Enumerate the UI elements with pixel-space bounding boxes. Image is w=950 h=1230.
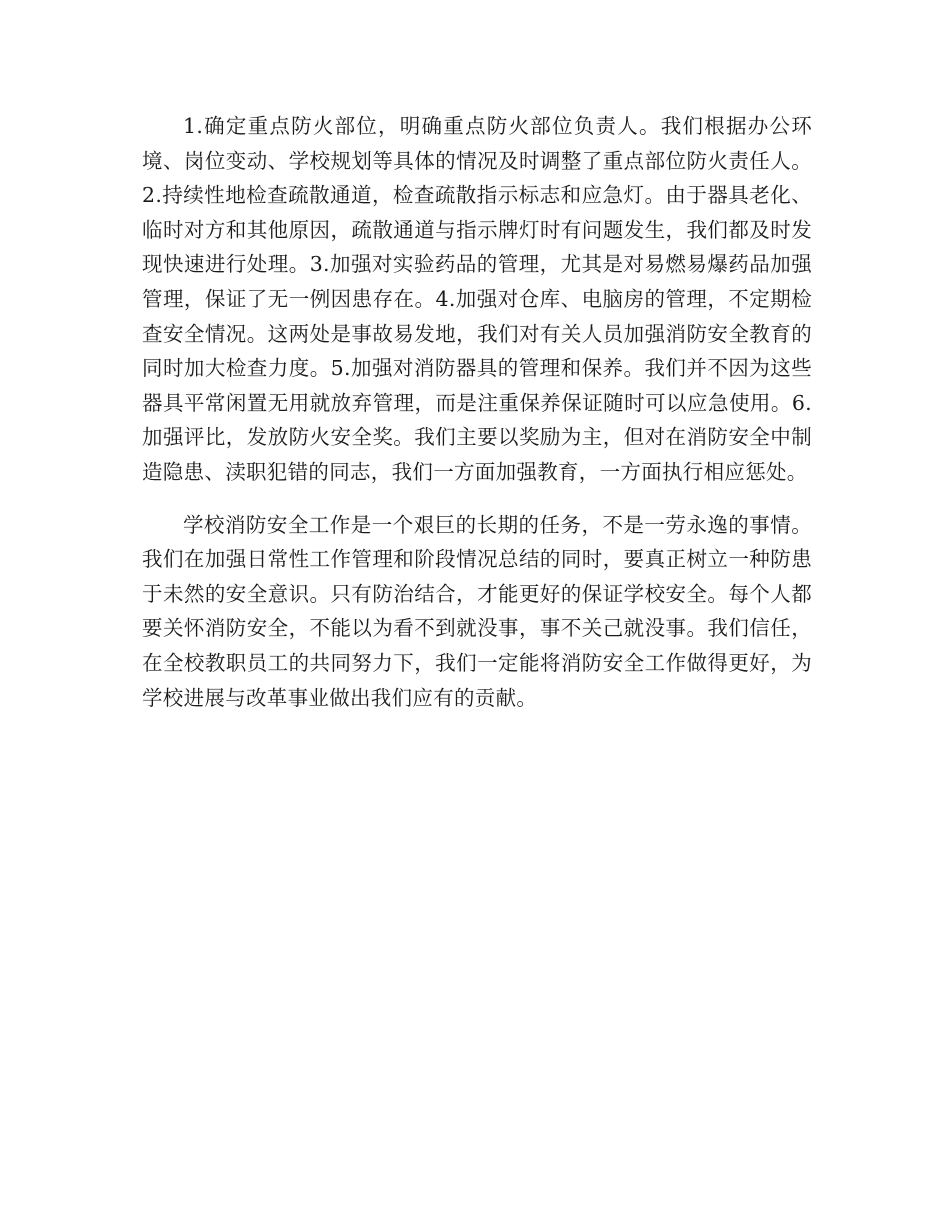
paragraph-conclusion: 学校消防安全工作是一个艰巨的长期的任务，不是一劳永逸的事情。我们在加强日常性工作管理和阶段情况总结的同时，要真正树立一种防患于未然的安全意识。只有防治结合，才能更好的保证学校安全。每个人都要关怀消防安全，不能以为看不到就没事，事不关己就没事。我们信任，在全校教职员工的共同努力下，我们一定能将消防安全工作做得更好，为学校进展与改革事业做出我们应有的贡献。 [142, 512, 812, 710]
paragraph-fire-safety-measures: 1.确定重点防火部位，明确重点防火部位负责人。我们根据办公环境、岗位变动、学校规划等具体的情况及时调整了重点部位防火责任人。2.持续性地检查疏散通道，检查疏散指示标志和应急灯。由于器具老化、临时对方和其他原因，疏散通道与指示牌灯时有问题发生，我们都及时发现快速进行处理。3.加强对实验药品的管理，尤其是对易燃易爆药品加强管理，保证了无一例因患存在。4.加强对仓库、电脑房的管理，不定期检查安全情况。这两处是事故易发地，我们对有关人员加强消防安全教育的同时加大检查力度。5.加强对消防器具的管理和保养。我们并不因为这些器具平常闲置无用就放弃管理，而是注重保养保证随时可以应急使用。6.加强评比，发放防火安全奖。我们主要以奖励为主，但对在消防安全中制造隐患、渎职犯错的同志，我们一方面加强教育，一方面执行相应惩处。 [142, 114, 812, 484]
document-body [142, 109, 812, 715]
